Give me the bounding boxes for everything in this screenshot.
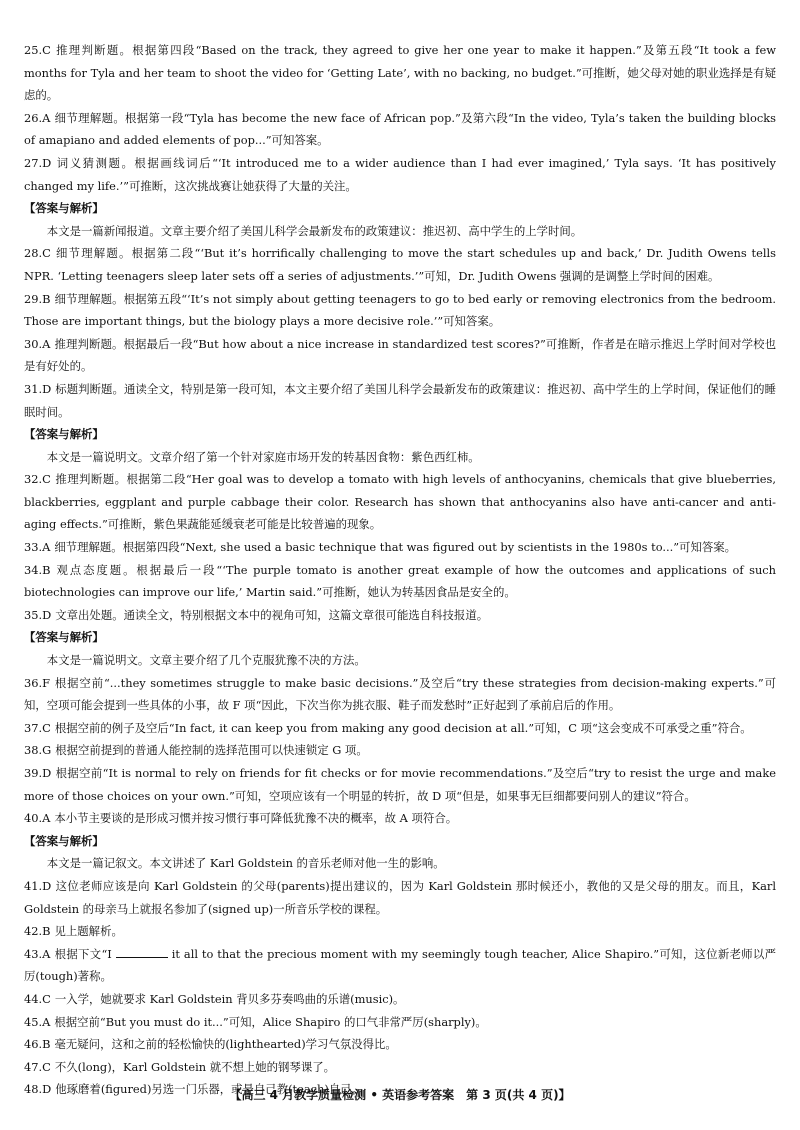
answer-item <box>24 39 776 107</box>
passage-summary: 本文是一篇记叙文。本文讲述了 Karl Goldstein 的音乐老师对他一生的影响。 <box>46 856 445 871</box>
explanation-text: 根据空前“But you must do it...”可知，Alice Shapiro 的口气非常严厉(sharply)。 <box>54 1014 487 1029</box>
answer-number: 33.A <box>24 540 51 555</box>
answer-number: 38.G <box>24 743 52 758</box>
explanation-text-before-blank: 根据下文“I <box>54 946 112 961</box>
section-heading: 【答案与解析】 <box>24 201 104 216</box>
answer-number: 25.C <box>24 43 51 57</box>
explanation-text: 本小节主要谈的是形成习惯并按习惯行事可降低犹豫不决的概率，故 A 项符合。 <box>54 811 458 826</box>
answer-number: 43.A <box>24 946 51 961</box>
answer-item <box>24 943 776 988</box>
explanation-text: 毫无疑问，这和之前的轻松愉快的(lighthearted)学习气氛没得比。 <box>54 1037 397 1052</box>
explanation-text: 细节理解题。根据第二段“‘But it’s horrifically challenging to move the start schedules up and back,’ Dr. Judith Owens tells NPR. ‘Letting teenagers sleep later sets off a series of adjustments.’”可知，Dr. Judith Owens 强调的是调整上学时间的困难。 <box>24 246 776 283</box>
answer-item <box>24 988 776 1011</box>
explanation-text: 这位老师应该是向 Karl Goldstein 的父母(parents)提出建议的，因为 Karl Goldstein 那时候还小，教他的又是父母的朋友。而且，Karl Goldstein 的母亲马上就报名参加了(signed up)一所音乐学校的课程。 <box>24 878 776 916</box>
answer-item <box>24 559 776 604</box>
fill-blank <box>116 945 168 958</box>
answer-number: 41.D <box>24 878 52 893</box>
explanation-text: 见上题解析。 <box>54 924 123 939</box>
explanation-text: 根据空前“It is normal to rely on friends for fit checks or for movie recommendations.”及空后“try to resist the urge and make more of those choices on your own.”可知，空项应该有一个明显的转折，故 D 项“但是，如果事无巨细都要问别人的建议”符合。 <box>24 766 776 803</box>
answer-number: 29.B <box>24 291 51 306</box>
answer-item <box>24 152 776 197</box>
explanation-text: 推理判断题。根据最后一段“But how about a nice increase in standardized test scores?”可推断，作者是在暗示推迟上学时间对学校也是有好处的。 <box>24 336 776 374</box>
section-heading: 【答案与解析】 <box>24 630 104 645</box>
answer-number: 36.F <box>24 675 51 690</box>
answer-item <box>24 333 776 378</box>
answer-item <box>24 672 776 717</box>
answer-item <box>24 717 776 740</box>
explanation-text: 不久(long)，Karl Goldstein 就不想上她的钢琴课了。 <box>54 1059 335 1074</box>
answer-number: 28.C <box>24 246 51 261</box>
explanation-text: 推理判断题。根据第二段“Her goal was to develop a tomato with high levels of anthocyanins, chemicals that give blueberries, blackberries, eggplant and purple cabbage their color. Research has shown that anthocyanins also have anti-cancer and anti-aging effects.”可推断，紫色果蔬能延缓衰老可能是比较普遍的现象。 <box>24 472 776 532</box>
answer-number: 39.D <box>24 766 52 780</box>
explanation-text-after-blank: it all to that the precious moment with my seemingly tough teacher, Alice Shapiro.”可知，这位新老师以严厉(tough)著称。 <box>24 946 777 984</box>
explanation-text: 文章出处题。通读全文，特别根据文本中的视角可知，这篇文章很可能选自科技报道。 <box>55 607 489 622</box>
section-heading: 【答案与解析】 <box>24 833 104 848</box>
answer-item <box>24 468 776 536</box>
answer-number: 34.B <box>24 562 51 577</box>
explanation-text: 一入学，她就要求 Karl Goldstein 背贝多芬奏鸣曲的乐谱(music)。 <box>54 991 405 1006</box>
passage-summary: 本文是一篇新闻报道。文章主要介绍了美国儿科学会最新发布的政策建议：推迟初、高中学生的上学时间。 <box>46 223 583 238</box>
answer-number: 26.A <box>24 110 51 125</box>
answer-item <box>24 107 776 152</box>
answer-item <box>24 536 776 559</box>
answer-number: 47.C <box>24 1059 51 1074</box>
explanation-text: 推理判断题。根据第四段“Based on the track, they agreed to give her one year to make it happen.”及第五段“It took a few months for Tyla and her team to shoot the video for ‘Getting Late’, with no backing, no budget.”可推断，她父母对她的职业选择是有疑虑的。 <box>24 43 776 103</box>
answer-number: 32.C <box>24 472 51 487</box>
page-footer: 【高三 4 月教学质量检测 • 英语参考答案 第 3 页(共 4 页)】 <box>229 1088 571 1102</box>
answer-number: 44.C <box>24 991 51 1006</box>
answer-item <box>24 762 776 807</box>
answer-item <box>24 1011 776 1034</box>
passage-summary: 本文是一篇说明文。文章主要介绍了几个克服犹豫不决的方法。 <box>46 653 366 668</box>
answer-item <box>24 1056 776 1079</box>
answer-page <box>24 39 776 1101</box>
answer-number: 30.A <box>24 336 51 351</box>
answer-item <box>24 378 776 423</box>
answer-number: 46.B <box>24 1037 51 1052</box>
answer-number: 42.B <box>24 924 51 939</box>
answer-item <box>24 604 776 627</box>
explanation-text: 词义猜测题。根据画线词后“‘It introduced me to a wider audience than I had ever imagined,’ Tyla says. ‘It has positively changed my life.’”可推断，这次挑战赛让她获得了大量的关注。 <box>24 155 776 193</box>
explanation-text: 标题判断题。通读全文，特别是第一段可知，本文主要介绍了美国儿科学会最新发布的政策建议：推迟初、高中学生的上学时间，保证他们的睡眠时间。 <box>24 381 776 419</box>
answer-number: 27.D <box>24 155 52 170</box>
passage-summary: 本文是一篇说明文。文章介绍了第一个针对家庭市场开发的转基因食物：紫色西红柿。 <box>46 449 480 464</box>
answer-number: 31.D <box>24 381 52 396</box>
section-heading: 【答案与解析】 <box>24 427 104 442</box>
answer-item <box>24 739 776 762</box>
answer-item <box>24 807 776 830</box>
explanation-text: 他琢磨着(figured)另选一门乐器，或是自己教(teach)自己。 <box>55 1082 363 1097</box>
answer-number: 45.A <box>24 1014 51 1029</box>
explanation-text: 细节理解题。根据第五段“‘It’s not simply about getting teenagers to go to bed early or removing electronics from the bedroom. Those are important things, but the biology plays a more decisive role.’”可知答案。 <box>24 291 776 329</box>
explanation-text: 细节理解题。根据第一段“Tyla has become the new face of African pop.”及第六段“In the video, Tyla’s taken the building blocks of amapiano and added elements of pop...”可知答案。 <box>24 110 776 148</box>
answer-item <box>24 242 776 287</box>
explanation-text: 根据空前“...they sometimes struggle to make basic decisions.”及空后“try these strategies from decision-making experts.”可知，空项可能会提到一些具体的小事，故 F 项“因此，下次当你为挑衣服、鞋子而发愁时”正好起到了承前启后的作用。 <box>24 675 776 713</box>
answer-item <box>24 288 776 333</box>
explanation-text: 观点态度题。根据最后一段“‘The purple tomato is another great example of how the outcomes and applications of such biotechnologies can improve our life,’ Martin said.”可推断，她认为转基因食品是安全的。 <box>24 562 776 600</box>
explanation-text: 根据空前提到的普通人能控制的选择范围可以快速锁定 G 项。 <box>55 743 368 758</box>
answer-item <box>24 875 776 920</box>
explanation-text: 根据空前的例子及空后“In fact, it can keep you from making any good decision at all.”可知，C 项“这会变成不可承受之重”符合。 <box>54 720 752 735</box>
answer-number: 37.C <box>24 720 51 735</box>
answer-number: 35.D <box>24 607 52 622</box>
answer-item <box>24 1033 776 1056</box>
answer-item <box>24 920 776 943</box>
explanation-text: 细节理解题。根据第四段“Next, she used a basic technique that was figured out by scientists in the 1980s to...”可知答案。 <box>54 540 737 555</box>
answer-number: 40.A <box>24 811 51 826</box>
answer-number: 48.D <box>24 1082 52 1097</box>
